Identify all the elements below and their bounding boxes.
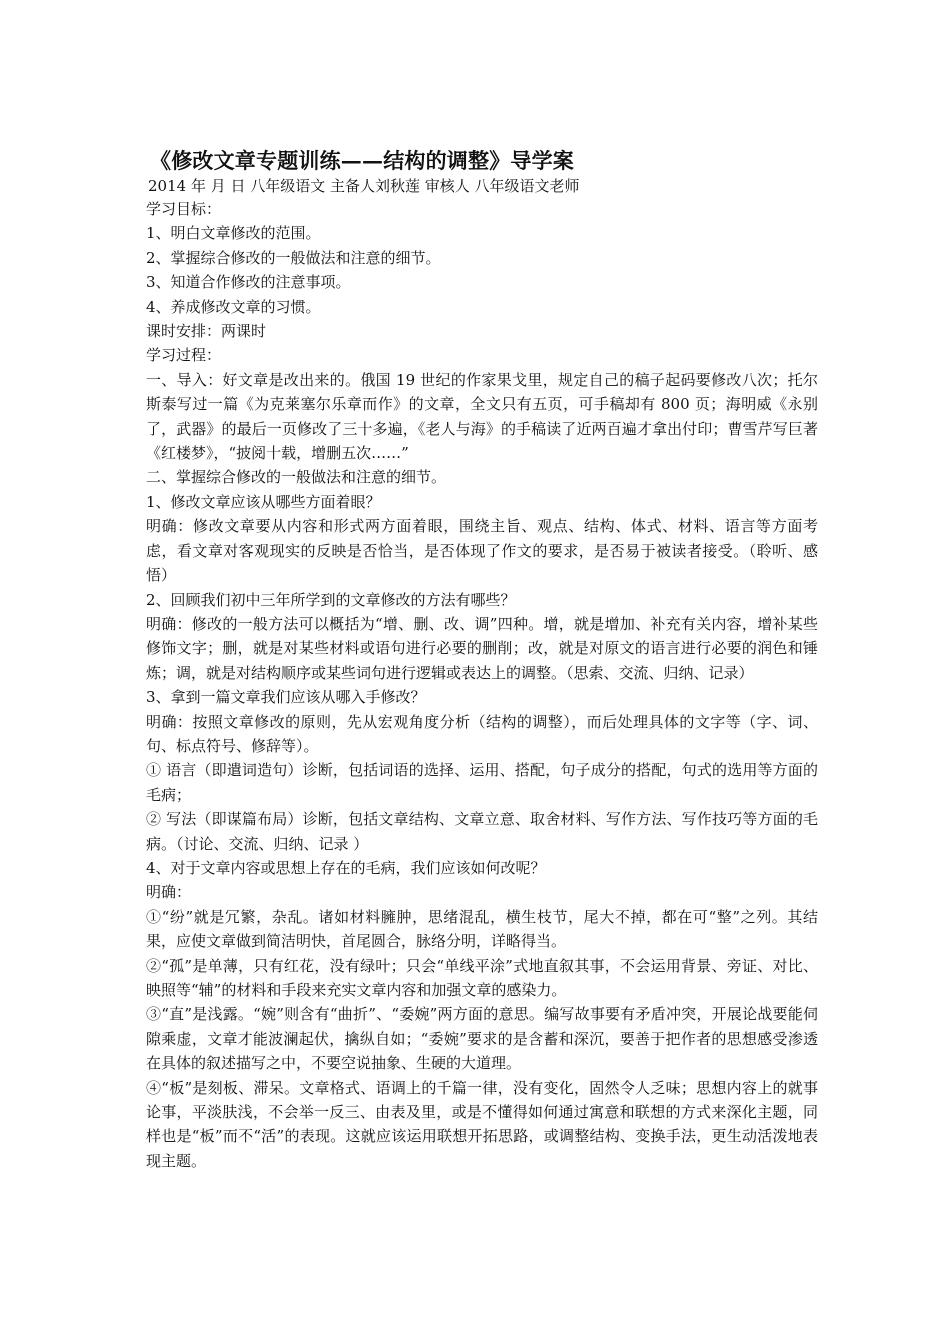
paragraph: 2、回顾我们初中三年所学到的文章修改的方法有哪些？ <box>146 590 516 609</box>
paragraph: 3、拿到一篇文章我们应该从哪入手修改？ <box>146 688 426 707</box>
paragraph: 1、修改文章应该从哪些方面着眼？ <box>146 492 381 511</box>
paragraph: ②“孤”是单薄，只有红花，没有绿叶；只会“单线平涂”式地直叙其事，不会运用背景、旁证、对比、映照等“辅”的材料和手段来充实文章内容和加强文章的感染力。 <box>146 956 818 999</box>
paragraph: 明确：修改文章要从内容和形式两方面着眼，围绕主旨、观点、结构、体式、材料、语言等方面考虑，看文章对客观现实的反映是否恰当，是否体现了作文的要求，是否易于被读者接受。（聆听、感悟） <box>146 517 818 585</box>
paragraph: 一、导入：好文章是改出来的。俄国 19 世纪的作家果戈里，规定自己的稿子起码要修改八次；托尔斯泰写过一篇《为克莱塞尔乐章而作》的文章，全文只有五页，可手稿却有 800 页；海明威《永别了，武器》的最后一页修改了三十多遍，《老人与海》的手稿读了近两百遍才拿出付印；曹雪芹写巨著《红楼梦》，“披阅十载，增删五次……” <box>146 370 818 463</box>
paragraph: ③“直”是浅露。“婉”则含有“曲折”、“委婉”两方面的意思。编写故事要有矛盾冲突，开展论战要能伺隙乘虚，文章才能波澜起伏，擒纵自如；“委婉”要求的是含蓄和深沉，要善于把作者的思想感受渗透在具体的叙述描写之中，不要空说抽象、生硬的大道理。 <box>146 1005 818 1073</box>
paragraph: ② 写法（即谋篇布局）诊断，包括文章结构、文章立意、取舍材料、写作方法、写作技巧等方面的毛病。（讨论、交流、归纳、记录 ） <box>146 810 818 853</box>
paragraph: 学习目标： <box>146 200 222 218</box>
paragraph: ① 语言（即遣词造句）诊断，包括词语的选择、运用、搭配，句子成分的搭配，句式的选用等方面的毛病； <box>146 761 818 804</box>
paragraph: 4、对于文章内容或思想上存在的毛病，我们应该如何改呢？ <box>146 858 546 877</box>
paragraph: 4、养成修改文章的习惯。 <box>146 297 321 316</box>
paragraph: 1、明白文章修改的范围。 <box>146 224 321 243</box>
paragraph: 明确：按照文章修改的原则，先从宏观角度分析（结构的调整），而后处理具体的文字等（字、词、句、标点符号、修辞等）。 <box>146 712 818 755</box>
document-page <box>146 146 818 1173</box>
doc-meta: 2014 年 月 日 八年级语文 主备人刘秋莲 审核人 八年级语文老师 <box>148 177 580 195</box>
paragraph: 明确：修改的一般方法可以概括为“增、删、改、调”四种。增，就是增加、补充有关内容，增补某些修饰文字；删，就是对某些材料或语句进行必要的删削；改，就是对原文的语言进行必要的润色和锤炼；调，就是对结构顺序或某些词句进行逻辑或表达上的调整。（思索、交流、归纳、记录） <box>146 614 818 682</box>
paragraph: 课时安排：两课时 <box>146 322 267 341</box>
paragraph: 学习过程： <box>146 346 222 365</box>
paragraph: ①“纷”就是冗繁，杂乱。诸如材料臃肿，思绪混乱，横生枝节，尾大不掉，都在可“整”之列。其结果，应使文章做到简洁明快，首尾圆合，脉络分明，详略得当。 <box>146 907 818 951</box>
paragraph: ④“板”是刻板、滞呆。文章格式、语调上的千篇一律，没有变化，固然令人乏味；思想内容上的就事论事，平淡肤浅，不会举一反三、由表及里，或是不懂得如何通过寓意和联想的方式来深化主题，同样也是“板”而不“活”的表现。这就应该运用联想开拓思路，或调整结构、变换手法，更生动活泼地表现主题。 <box>146 1078 818 1170</box>
paragraph: 3、知道合作修改的注意事项。 <box>146 273 351 292</box>
paragraph: 明确： <box>146 883 192 902</box>
doc-body <box>146 197 818 1173</box>
paragraph: 二、掌握综合修改的一般做法和注意的细节。 <box>146 468 447 487</box>
page-title: 《修改文章专题训练——结构的调整》导学案 <box>150 148 574 173</box>
paragraph: 2、掌握综合修改的一般做法和注意的细节。 <box>146 248 441 267</box>
